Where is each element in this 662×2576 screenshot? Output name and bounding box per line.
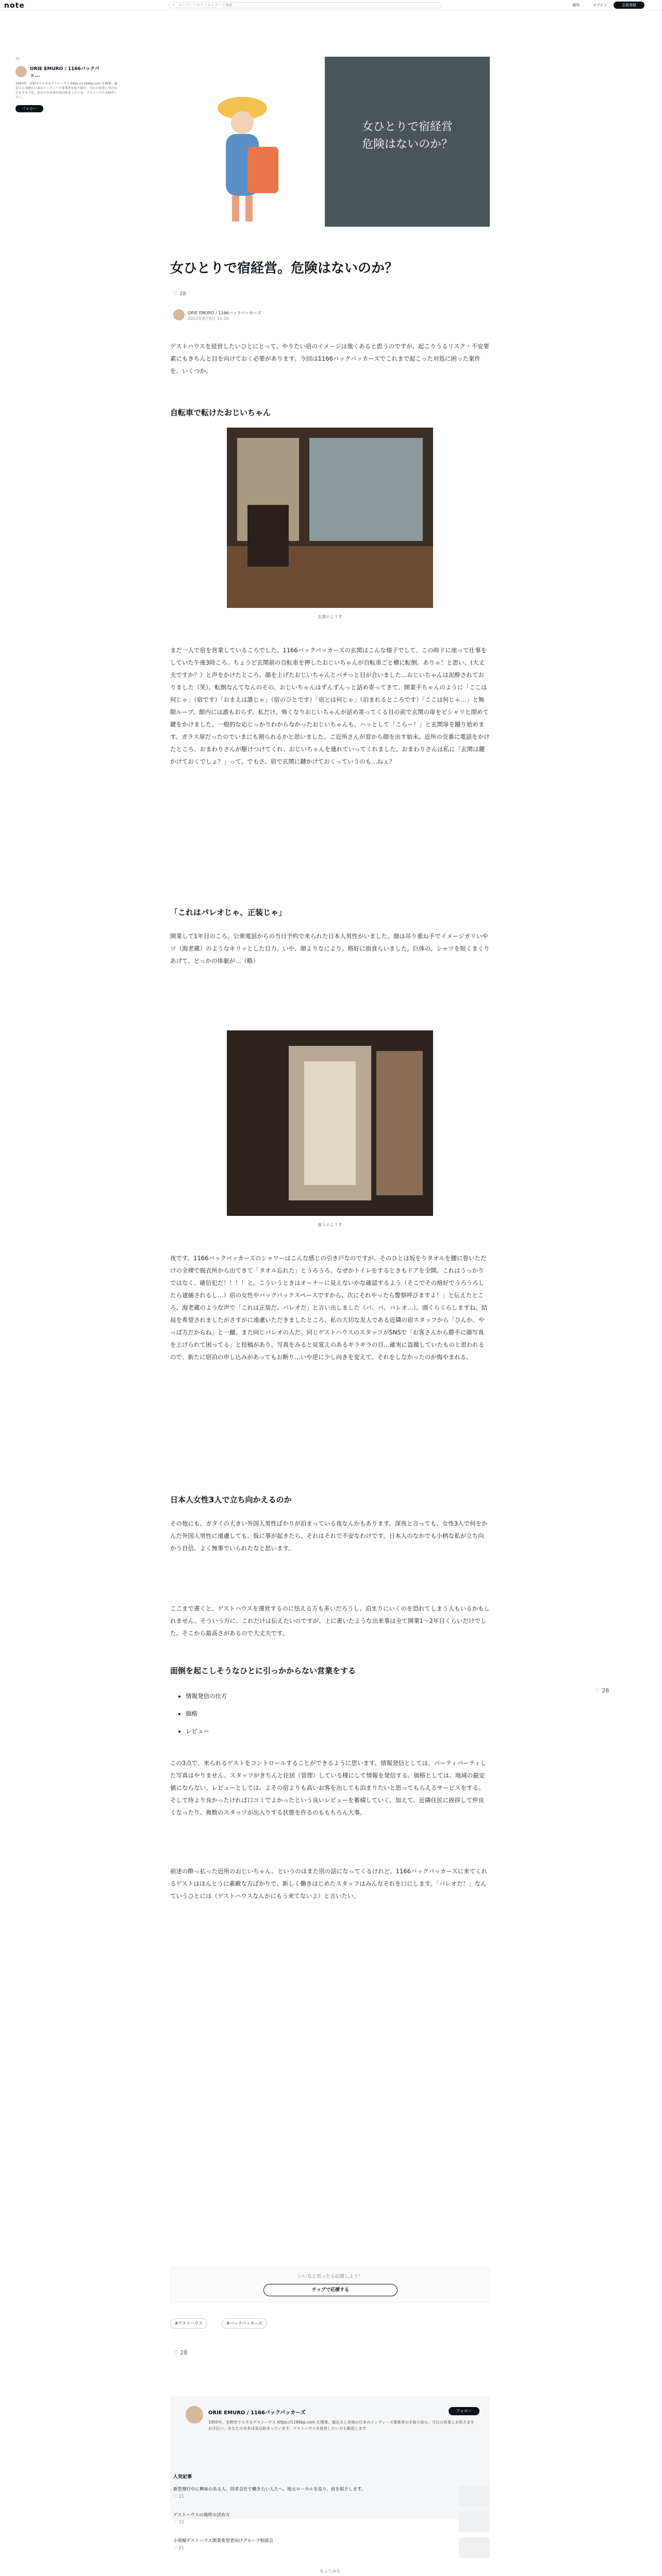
thumbnail bbox=[459, 2537, 490, 2558]
heart-icon: ♡ bbox=[173, 2349, 178, 2356]
follow-button[interactable]: フォロー bbox=[15, 105, 43, 112]
paragraph: ここまで書くと、ゲストハウスを運営するのに怯える方も多いだろうし、泊まりにいくのを恐れてしまう人もいるかもしれません。そういう方に、これだけは伝えたいのですが、上に書いたような出来事は全て開業1〜2年目くらいだけでした。そこから最高さがあるので大丈夫です。 bbox=[170, 1605, 490, 1637]
avatar[interactable] bbox=[173, 309, 185, 320]
sidebar-bio: 1950年、長野市で小さなゲストハウス https://1166bp.com を開業。最近夫と各地の日本のインディーズ事業者を取り組む。当日の営業と受けなどをする予定。あなたの未来は実は始まっている。ゲストハウスを経営したい... bbox=[15, 82, 118, 99]
notify-button[interactable]: 通知 bbox=[572, 3, 580, 7]
photo-caption: 玄関のようす bbox=[318, 615, 342, 619]
sidebar-profile bbox=[15, 57, 119, 112]
author-name[interactable]: ORIE EMURO / 1166バックパッカーズ bbox=[188, 311, 261, 315]
hero-title-line2: 危険はないのか？ bbox=[361, 138, 453, 151]
list-item[interactable]: ゲストハウスの場所の決め方 ♡ 15 bbox=[173, 2513, 230, 2525]
author-box-bio: 1950年、長野市で小さなゲストハウス https://1166bp.com を開業。最近夫と各地の日本のインディーズ事業者の手取り組む。当日の営業とお客さまをお手伝い。あなたの未来は実は始まっています。ゲストハウスを経営したい方も歓迎します bbox=[208, 2420, 475, 2431]
avatar[interactable] bbox=[15, 66, 27, 77]
bullet-list bbox=[186, 1687, 227, 1740]
note-logo[interactable]: note bbox=[4, 2, 25, 10]
author-box bbox=[170, 2396, 490, 2519]
publish-date: 2023年8月9日 11:16 bbox=[188, 316, 229, 321]
like-count-top[interactable]: ♡ 28 bbox=[173, 291, 186, 297]
list-item: • レビュー bbox=[186, 1722, 227, 1740]
tip-button[interactable]: チップで応援する bbox=[263, 2284, 398, 2296]
login-button[interactable]: ログイン bbox=[593, 3, 607, 7]
like-button[interactable]: ♡ 28 bbox=[173, 2349, 188, 2356]
thumbnail bbox=[459, 2486, 490, 2506]
follow-button[interactable]: フォロー bbox=[449, 2407, 479, 2415]
paragraph: ゲストハウスを経営したいひとにとって、やりたい宿のイメージは強くあると思うのですが、起こりうるリスク・不安要素にもきちんと目を向けておく必要があります。今回は1166バックパッカーズでこれまで起こった対処に困った案件を、いくつか。 bbox=[170, 343, 489, 375]
tag[interactable]: #ゲストハウス bbox=[170, 2318, 207, 2329]
paragraph: 開業して1年目のころ。公衆電話からの当日予約で来られた日本人男性がいました。顔は吊り重ね手でイメージガリいやツ（海老蔵）のようなキリッとした目力。いや、顔よりなにより、格好に面食らいました。巨体の、シャツを短くまくりあげて、どっかの体躯が…（略） bbox=[170, 933, 490, 964]
list-item: • 価格 bbox=[186, 1705, 227, 1722]
hero-image bbox=[170, 57, 490, 227]
search-icon: ⌕ bbox=[172, 3, 175, 7]
heart-icon: ♡ bbox=[173, 291, 178, 297]
section-heading: 自転車で転けたおじいちゃん bbox=[170, 408, 271, 417]
section-heading: 「これはパレオじゃ、正装じゃ」 bbox=[170, 908, 287, 917]
section-heading: 日本人女性3人で立ち向かえるのか bbox=[170, 1495, 292, 1504]
popular-heading: 人気記事 bbox=[173, 2475, 192, 2480]
search-input[interactable]: ⌕ キーワードやクリエイターで検索 bbox=[169, 2, 442, 8]
list-item: • 情報発信の仕方 bbox=[186, 1687, 227, 1705]
author-box-name[interactable]: ORIE EMURO / 1166バックパッカーズ bbox=[208, 2410, 306, 2416]
sidebar-count: 41 bbox=[15, 57, 20, 61]
floating-like-button[interactable]: ♡ 28 bbox=[595, 1687, 609, 1694]
support-box bbox=[170, 2267, 490, 2303]
paragraph: その他にも、ガタイの大きい外国人男性ばかりが泊まっている夜なんかもあります。深夜と言っても、女性3人で何をかんだ外国人男性に遠慮しても、仮に事が起きたら、それはそれで不安なわけです。日本人のなかでも小柄な私が立ち向かう自信、よく無事でいられたなと思います。 bbox=[170, 1520, 488, 1552]
photo-caption: 廊下のようす bbox=[318, 1223, 342, 1227]
paragraph: 前述の酔っ払った近所のおじいちゃん、というのはまた別の話になってくるけれど、1166バックパッカーズに来てくれるゲストはほんとうに素敵な方ばかりで、新しく働きはじめたスタッフはみんなそれを口にします。「パレオだ！」なんていうひとには（ゲストハウスなんかにもう来てないよ）と言いたい。 bbox=[170, 1868, 488, 1900]
section-heading: 面倒を起こしそうなひとに引っかからない営業をする bbox=[170, 1666, 356, 1675]
tag[interactable]: #バックパッカーズ bbox=[222, 2318, 267, 2329]
list-item[interactable]: 新型飛行中に興味のある人、同者会社で働きたい人たへ。地元ローカルを巡り、宿を紹介します。 ♡ 11 bbox=[173, 2487, 366, 2499]
top-header bbox=[0, 0, 662, 10]
article-title: 女ひとりで宿経営。危険はないのか？ bbox=[170, 261, 399, 276]
paragraph: この3点で、来られるゲストをコントロールすることができるように思います。情報発信としては、パーティパーティした写真はやりません。スタッフがきちんと住居（管理）している様にして情報を発信する。価格としては、地域の最安値にならない。レビューとしては、よその宿よりも高いお客を出しても泊まりたいと思ってもらえるサービスをする。そして待より良かったければ口コミでよかったという良いレビューを蓄積していく。加えて、近隣住民に挨拶して仲良くなったり、複数のスタッフが出入りする状態を作るのももちろん大事。 bbox=[170, 1759, 487, 1816]
signup-button[interactable]: 会員登録 bbox=[614, 2, 644, 9]
paragraph: まだ一人で宿を営業しているころでした。1166バックパッカーズの玄関はこんな様子でして、この時ドに座って仕事をしていた午後3時ころ。ちょうど玄関前の自転車を押したおじいちゃんが自転車ごと横に転倒。ありゃ！と思い、(大丈夫ですか？）と声をかけたところ、顔を上げたおじいちゃんとパチっと目が合いました…おじいちゃんは泥酔されておりました（笑）。転倒なんてなんのその、おじいちゃんはずんずんっと話め寄ってきて、開業手ちゃんのように「ここは何じゃ」（宿です）「おまえは誰じゃ」（宿のひとです）「宿とは何じゃ」（泊まれるところです）「ここは何じゃ…」と無限ループ。館内には誰もおらず、私だけ。怖くなりおじいちゃんが話め寄ってくる目の前で玄関の扉をピシャリと閉めて鍵をかけました。一般的な応じっかりわからなかったおじいちゃんも、ハッとして「こらー！」と玄関扉を蹴り始めます。ガラス扉だったのでいまにも割られるかと思いました。ご近所さんが窓から顔を出す始末。近所の交番に電話をかけたところ、おまわりさんが駆けつけてくれ、おじいちゃんを連れていってくれました。おまわりさんは私に「玄関は鍵かけておくでしょ？」って。でもさ、宿で玄関に鍵かけておくっていうのも…ねぇ？ bbox=[170, 647, 490, 765]
heart-icon: ♡ bbox=[595, 1687, 600, 1694]
sidebar-author-name[interactable]: ORIE EMURO / 1166バックパッ... bbox=[30, 66, 100, 78]
more-link[interactable]: もっとみる bbox=[320, 2569, 340, 2573]
paragraph: 夜です。1166バックパッカーズのシャワーはこんな感じの引き戸なのですが、そのひとは坂をりタオルを腰に巻いただけの全裸で脱衣所から出てきて「タオル忘れた」とうろうろ。なぜかトイレをするときもドアを全開。これはうっかりではなく、確信犯だ！！！！と。こういうときはオーナーに見えないかな確認するよう（そこでその格好でうろうろしたら逮捕されるし…）宿の女性やバックパックスペースですから、次にそれやったら警察呼びますよ！」と伝えたところ、海老蔵のような声で「これは正装だ、パレオだ」と言い出しました（パ、パ、パレオ…）。頭くらくらしますね。結局を希望されましたがさすがに遠慮いただきましたところ、私の大切な友人である近隣の宿スタッフから「ひんか、やっぱ方だからね」と一蹴。また同じパレオの人だ。同じゲストハウスのスタッフがSNSで「お客さんから勝手に顔写真を上げられて困ってる」と投稿があり、写真をみると見覚えのあるギラギラの目…確実に盗撮していたものと思われるので、新たに宿泊の申し込みがあってもお断り…いや逆に少し向きを変えて、それをしなかったのが悔やまれる。 bbox=[170, 1255, 488, 1361]
hero-title-line1: 女ひとりで宿経営 bbox=[361, 121, 453, 133]
support-question: いいなと思ったら応援しよう！ bbox=[297, 2274, 363, 2279]
hallway-photo bbox=[227, 1030, 433, 1216]
avatar[interactable] bbox=[186, 2406, 203, 2424]
woman-illustration bbox=[170, 57, 325, 227]
thumbnail bbox=[459, 2512, 490, 2532]
entrance-photo bbox=[227, 428, 433, 608]
list-item[interactable]: 小規模ゲストハウス開業希望者向けグループ相談会 ♡ 21 bbox=[173, 2538, 274, 2551]
